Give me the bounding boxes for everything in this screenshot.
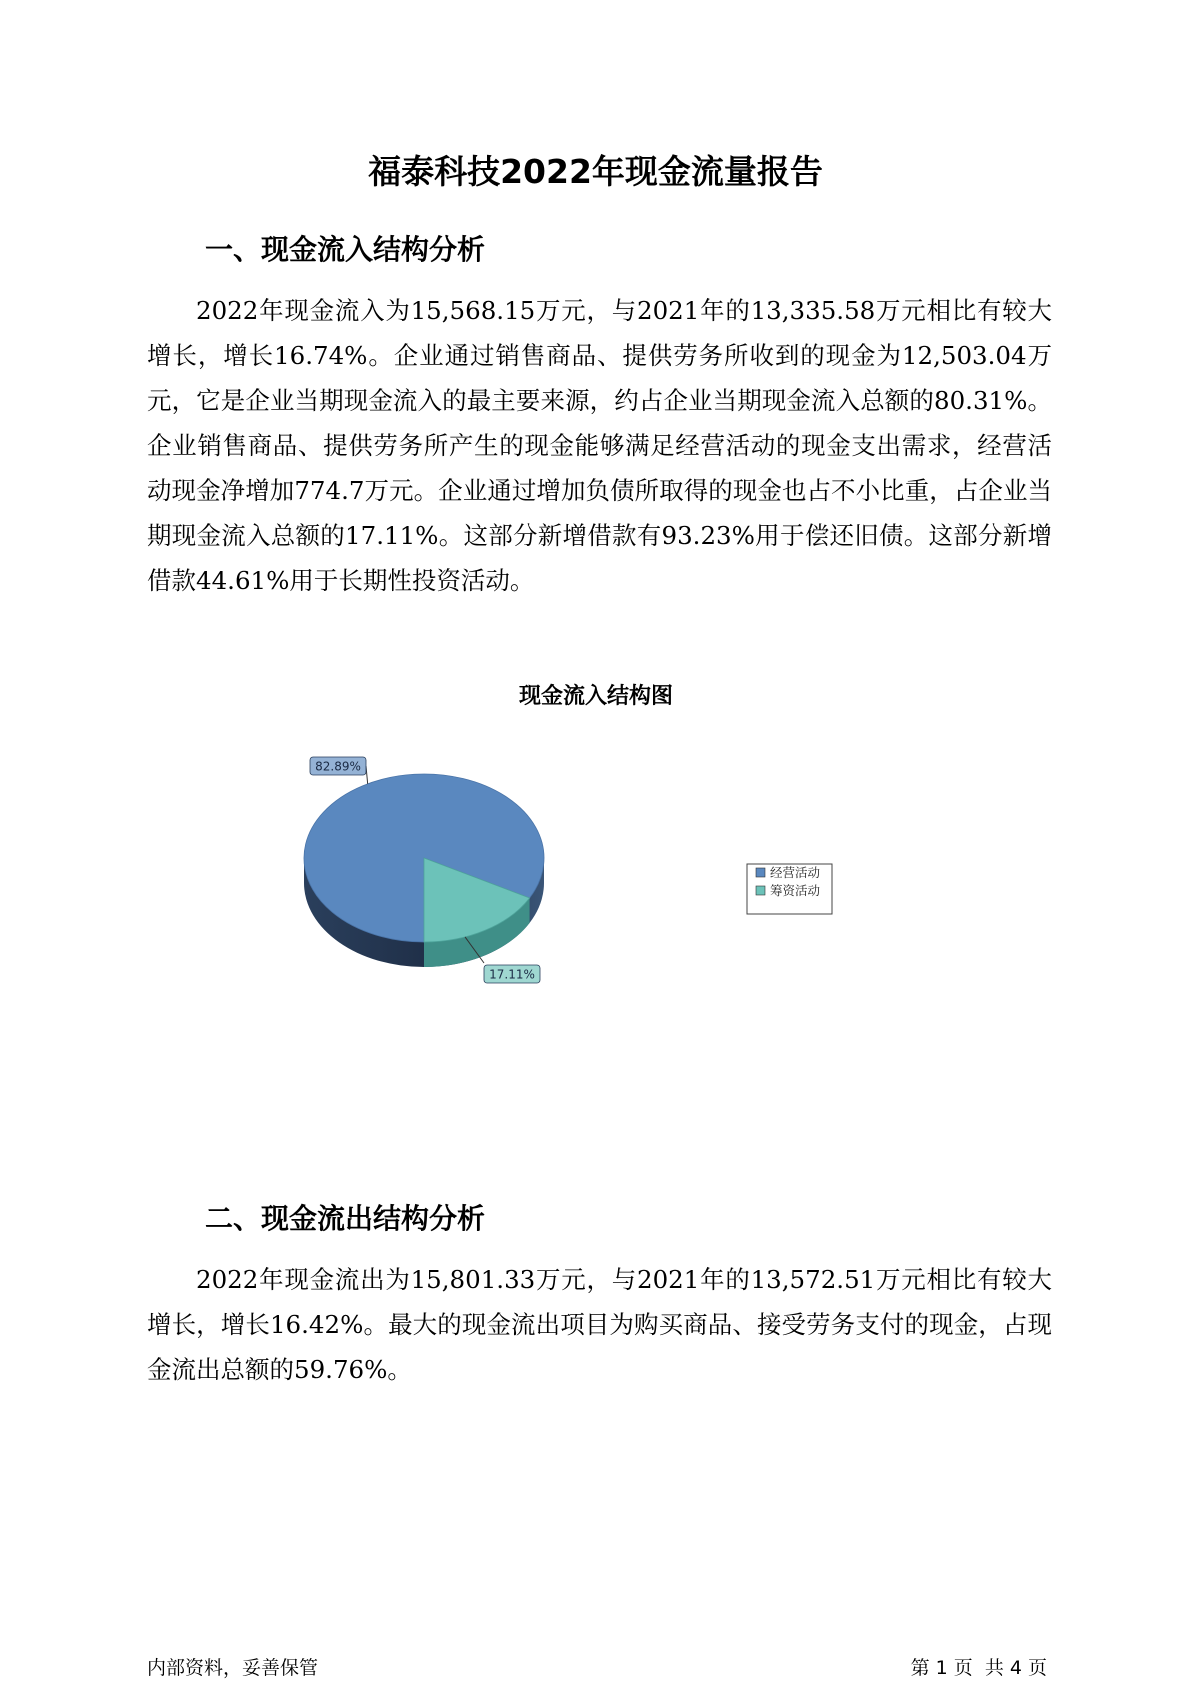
chart-legend [747,864,832,914]
paragraph-cash-inflow: 2022年现金流入为15,568.15万元，与2021年的13,335.58万元相比有较大增长，增长16.74%。企业通过销售商品、提供劳务所收到的现金为12,503.04万元，它是企业当期现金流入的最主要来源，约占企业当期现金流入总额的80.31%。企业销售商品、提供劳务所产生的现金能够满足经营活动的现金支出需求，经营活动现金净增加774.7万元。企业通过增加负债所取得的现金也占不小比重，占企业当期现金流入总额的17.11%。这部分新增借款有93.23%用于偿还旧债。这部分新增借款44.61%用于长期性投资活动。 [147,296,1052,595]
page-title: 福泰科技2022年现金流量报告 [368,152,823,191]
legend-label-2: 筹资活动 [770,883,821,898]
paragraph-cash-outflow: 2022年现金流出为15,801.33万元，与2021年的13,572.51万元相比有较大增长，增长16.42%。最大的现金流出项目为购买商品、接受劳务支付的现金，占现金流出总额的59.76%。 [147,1265,1052,1384]
chart-title: 现金流入结构图 [518,684,674,709]
section-heading-cash-outflow: 二、现金流出结构分析 [205,1202,486,1235]
legend-swatch-1 [756,868,765,877]
pie-data-label-2: 17.11% [489,967,535,982]
footer-page-number: 第 1 页 共 4 页 [910,1657,1047,1679]
section-heading-cash-inflow: 一、现金流入结构分析 [205,233,486,266]
pie-data-label-1: 82.89% [315,759,361,774]
legend-swatch-2 [756,886,765,895]
legend-label-1: 经营活动 [770,865,821,880]
footer-left: 内部资料，妥善保管 [147,1657,319,1679]
pie-group [304,774,544,967]
